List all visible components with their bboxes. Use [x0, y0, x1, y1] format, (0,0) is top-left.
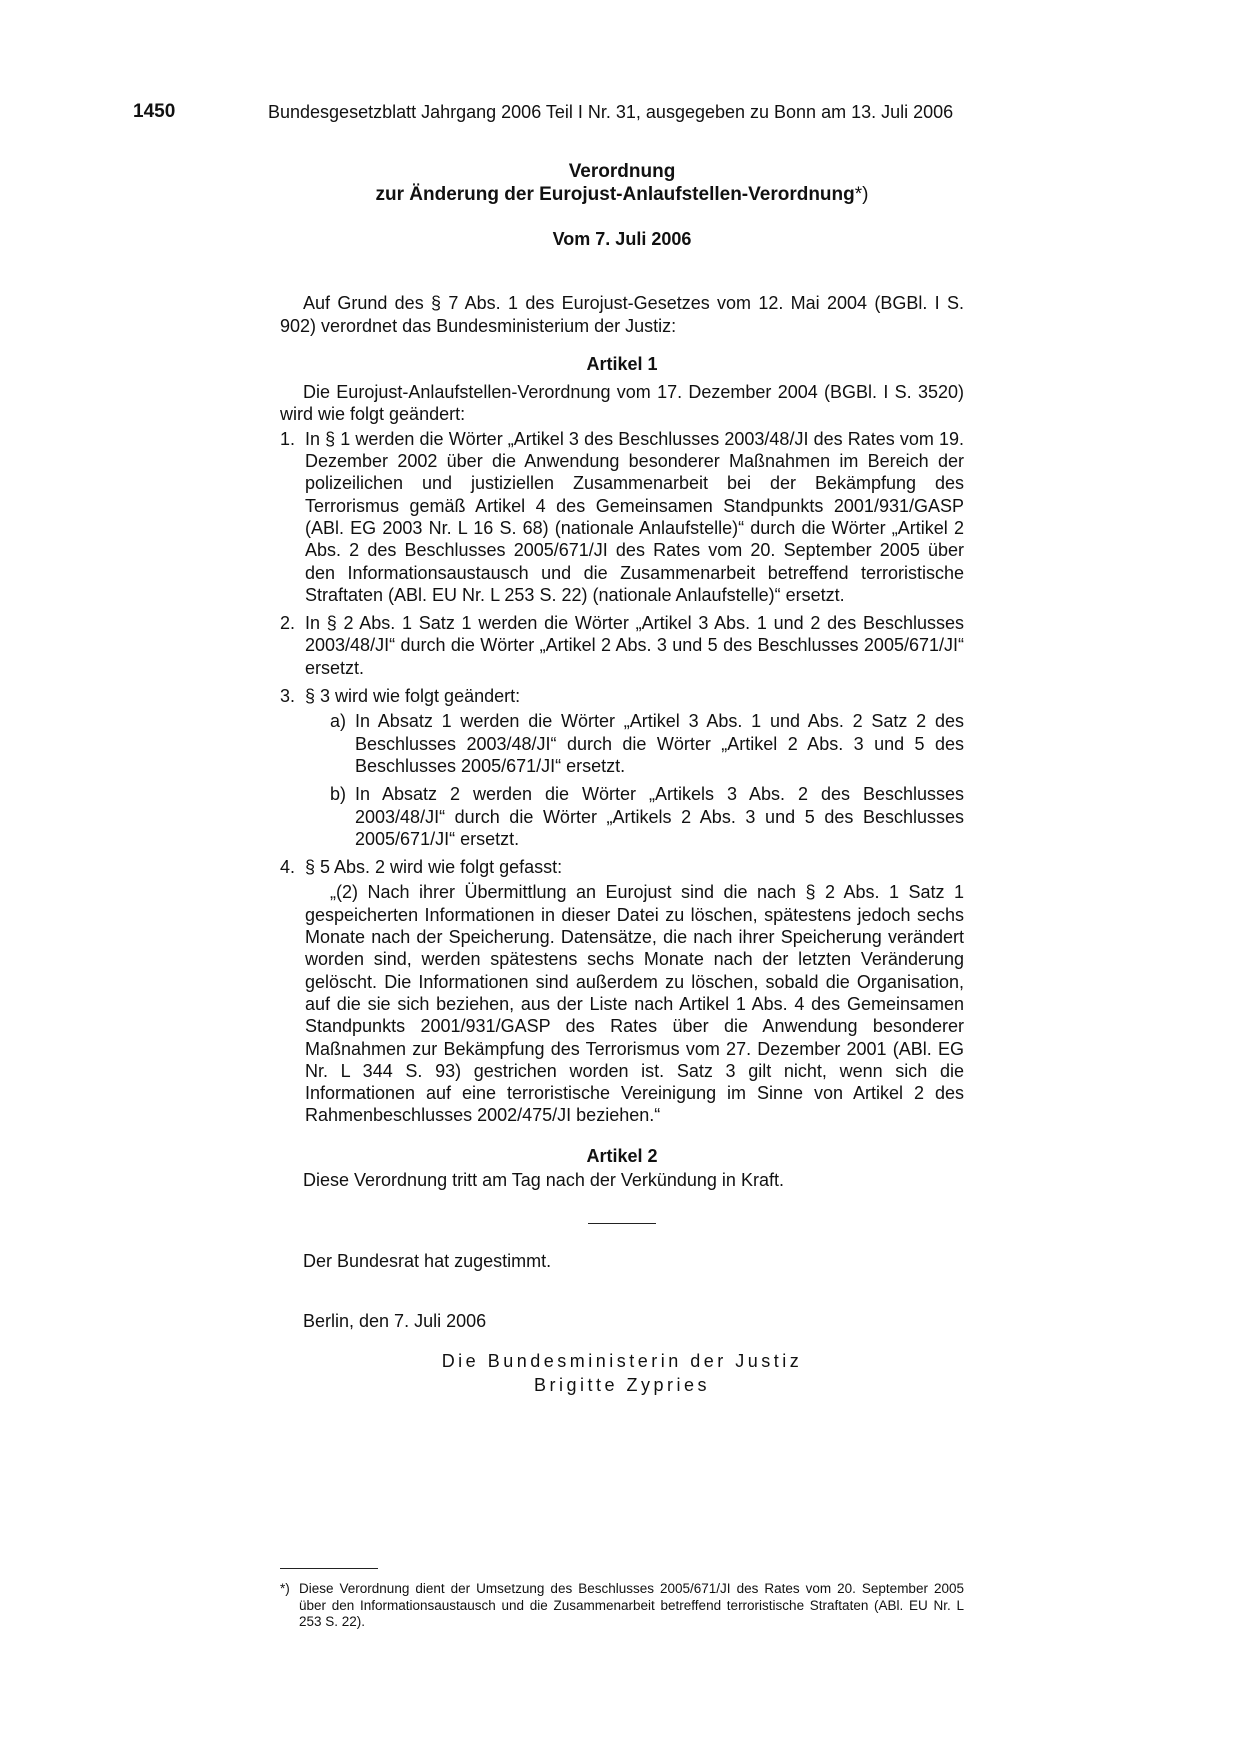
item-text: § 5 Abs. 2 wird wie folgt gefasst:	[305, 857, 563, 878]
signatory-office: Die Bundesministerin der Justiz	[441, 1350, 803, 1371]
document-body	[280, 160, 964, 1397]
bundesrat-consent: Der Bundesrat hat zugestimmt.	[303, 1251, 552, 1272]
item-number: 4.	[280, 857, 296, 878]
article-1-items	[280, 428, 964, 1127]
footnote-mark: *)	[280, 1581, 290, 1596]
article-2-heading: Artikel 2	[586, 1145, 658, 1166]
list-item	[280, 428, 964, 606]
amended-text-quote: „(2) Nach ihrer Übermittlung an Eurojust sind die nach § 2 Abs. 1 Satz 1 gespeicherten Informationen in dieser Datei zu löschen, spätestens jedoch sechs Monate nach der Speicherung. Datensätze, die nach ihrer Speicherung verändert worden sind, werden spätestens sechs Monate nach der letzten Veränderung gelöscht. Die Informationen sind außerdem zu löschen, sobald die Organisation, auf die sie sich beziehen, aus der Liste nach Artikel 1 Abs. 4 des Gemeinsamen Standpunkts 2001/931/GASP des Rates über die Anwendung besonderer Maßnahmen zur Bekämpfung des Terrorismus vom 27. Dezember 2001 (ABl. EG Nr. L 344 S. 93) gestrichen worden ist. Satz 3 gilt nicht, wenn sich die Informationen auf eine terroristische Vereinigung im Sinne von Artikel 2 des Rahmenbeschlusses 2002/475/JI beziehen.“	[305, 882, 964, 1126]
list-item	[280, 612, 964, 679]
item-text: In § 1 werden die Wörter „Artikel 3 des Beschlusses 2003/48/JI des Rates vom 19. Dezember 2002 über die Anwendung besonderer Maßnahmen im Bereich der polizeilichen und justiziellen Zusammenarbeit bei der Bekämpfung des Terrorismus gemäß Artikel 4 des Gemeinsamen Standpunkts 2001/931/GASP (ABl. EG 2003 Nr. L 16 S. 68) (nationale Anlaufstelle)“ durch die Wörter „Artikel 2 Abs. 2 des Beschlusses 2005/671/JI des Rates vom 20. September 2005 über den Informationsaustausch und die Zusammenarbeit betreffend terroristische Straftaten (ABl. EU Nr. L 253 S. 22) (nationale Anlaufstelle)“ ersetzt.	[305, 428, 964, 605]
article-1-heading: Artikel 1	[586, 353, 658, 374]
document-date: Vom 7. Juli 2006	[552, 229, 692, 249]
footnote-rule	[280, 1568, 378, 1569]
item-number: 2.	[280, 613, 296, 634]
sub-items	[305, 710, 964, 850]
separator-rule	[588, 1223, 656, 1224]
sub-item-text: In Absatz 2 werden die Wörter „Artikels 3 Abs. 2 des Beschlusses 2003/48/JI“ durch die Wörter „Artikels 2 Abs. 3 und 5 des Beschlusses 2005/671/JI“ ersetzt.	[355, 784, 964, 849]
place-and-date: Berlin, den 7. Juli 2006	[303, 1310, 487, 1331]
sub-list-item	[330, 710, 964, 777]
list-item	[280, 685, 964, 850]
footnote	[280, 1568, 964, 1631]
sub-item-letter: a)	[330, 711, 347, 732]
page-number: 1450	[133, 101, 176, 122]
sub-list-item	[330, 783, 964, 850]
footnote-text: Diese Verordnung dient der Umsetzung des Beschlusses 2005/671/JI des Rates vom 20. September 2005 über den Informationsaustausch und die Zusammenarbeit betreffend terroristische Straftaten (ABl. EU Nr. L 253 S. 22).	[299, 1581, 964, 1629]
running-head: Bundesgesetzblatt Jahrgang 2006 Teil I Nr. 31, ausgegeben zu Bonn am 13. Juli 2006	[268, 102, 954, 122]
document-title	[280, 160, 964, 206]
item-number: 1.	[280, 428, 296, 449]
list-item	[280, 856, 964, 1127]
signatory-name: Brigitte Zypries	[533, 1374, 711, 1395]
title-line-1: Verordnung	[568, 161, 676, 182]
sub-item-text: In Absatz 1 werden die Wörter „Artikel 3 Abs. 1 und Abs. 2 Satz 2 des Beschlusses 2003/48/JI“ durch die Wörter „Artikel 2 Abs. 3 und 5 des Beschlusses 2005/671/JI“ ersetzt.	[355, 711, 964, 776]
article-2-text: Diese Verordnung tritt am Tag nach der Verkündung in Kraft.	[303, 1169, 784, 1190]
footnote-body	[280, 1581, 964, 1631]
title-line-2-text: zur Änderung der Eurojust-Anlaufstellen-Verordnung	[375, 184, 855, 205]
signature-block	[280, 1349, 964, 1397]
sub-item-letter: b)	[330, 784, 347, 805]
footnote-reference: *)	[854, 184, 869, 205]
item-text: In § 2 Abs. 1 Satz 1 werden die Wörter „Artikel 3 Abs. 1 und 2 des Beschlusses 2003/48/JI“ durch die Wörter „Artikel 2 Abs. 3 und 5 des Beschlusses 2005/671/JI“ ersetzt.	[305, 613, 964, 678]
item-number: 3.	[280, 686, 296, 707]
item-text: § 3 wird wie folgt geändert:	[305, 686, 521, 707]
title-line-2	[280, 183, 964, 206]
article-1-intro: Die Eurojust-Anlaufstellen-Verordnung vom 17. Dezember 2004 (BGBl. I S. 3520) wird wie folgt geändert:	[280, 382, 964, 425]
preamble: Auf Grund des § 7 Abs. 1 des Eurojust-Gesetzes vom 12. Mai 2004 (BGBl. I S. 902) verordnet das Bundesministerium der Justiz:	[280, 293, 964, 336]
